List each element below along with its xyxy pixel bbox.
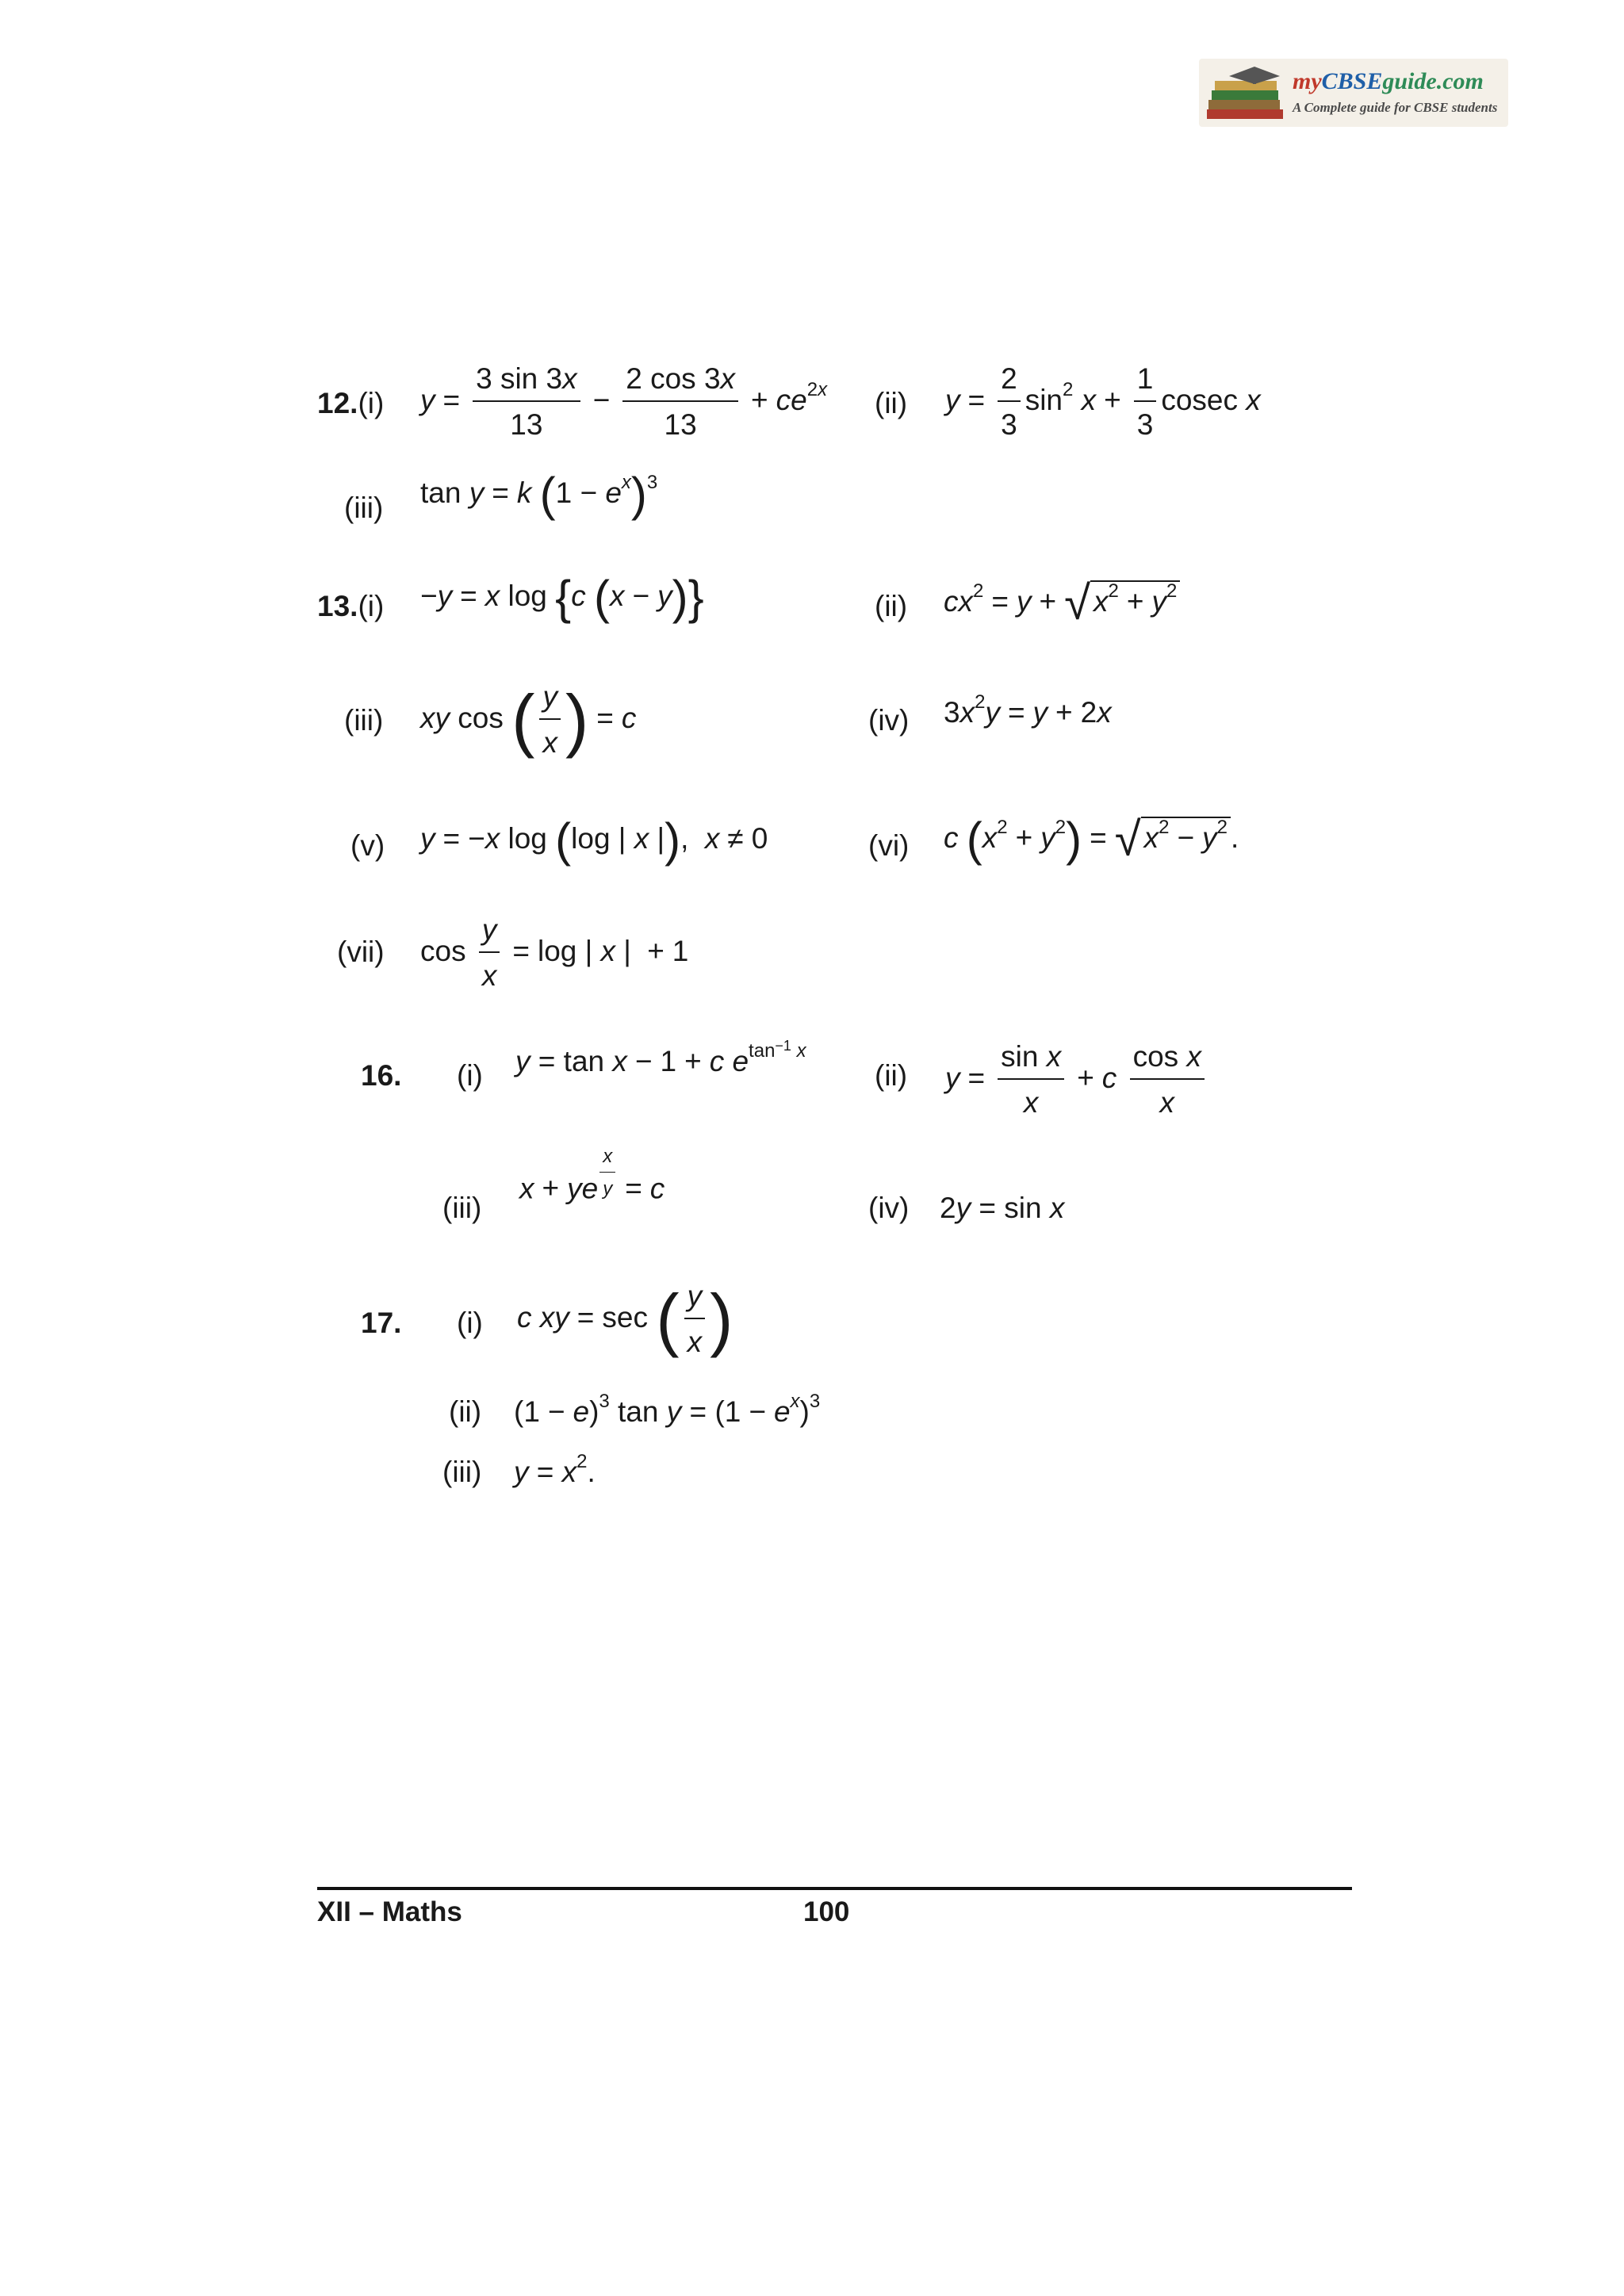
q13-vii-equation: cos $\frac{y}{x}$ = log | x | + 1 bbox=[420, 913, 689, 993]
q13-iv-label: (iv) bbox=[868, 704, 910, 737]
q13-vi-equation: c $(x^2 + y^2)$ = √ $x^2 - y^2$ . bbox=[944, 813, 1239, 867]
q16-iv-label: (iv) bbox=[868, 1192, 910, 1224]
q13-vi-label: (vi) bbox=[868, 829, 910, 862]
q17-ii-equation: $(1 - e)^3$ $\tan y = (1 - e^x)^3$ bbox=[514, 1391, 821, 1428]
q16-iii-label: (iii) bbox=[442, 1192, 482, 1224]
q16-ii-label: (ii) bbox=[875, 1059, 908, 1092]
q13-i-equation: −y = x log {c (x − y)} bbox=[420, 571, 704, 624]
q13-iii-equation: xy cos ( $\frac{y}{x}$ ) = c bbox=[420, 680, 637, 760]
q13-vii-label: (vii) bbox=[337, 936, 385, 968]
q12-ii-equation: y = $\frac{2}{3}$ $\sin^2 x$ + $\frac{1}{3}$ cosec x bbox=[945, 362, 1261, 442]
q17-i-equation: c xy = sec ( $\frac{y}{x}$ ) bbox=[517, 1280, 733, 1359]
q16-iv-equation: 2y = sin x bbox=[940, 1192, 1065, 1224]
q12-iii-label: (iii) bbox=[344, 492, 384, 524]
q17-iii-equation: $y = x^2$. bbox=[514, 1451, 596, 1488]
q16-i-equation: y = tan x − 1 + c $e^{tan^{-1} x}$ bbox=[515, 1038, 806, 1077]
q16-iii-equation: x + ye $\frac{x}{y}$ = c bbox=[519, 1146, 665, 1205]
q13-v-label: (v) bbox=[350, 829, 385, 862]
q13-v-equation: y = −x log (log | x |), x ≠ 0 bbox=[420, 813, 768, 867]
q16-i-label: (i) bbox=[457, 1059, 483, 1092]
q13-iv-equation: $3x^2y = y + 2x$ bbox=[944, 691, 1112, 729]
q13-ii-label: (ii) bbox=[875, 590, 908, 622]
q12-number: 12.(i) bbox=[317, 387, 385, 419]
footer-subject: XII – Maths bbox=[317, 1896, 462, 1927]
q16-number: 16. bbox=[361, 1059, 402, 1092]
q12-ii-label: (ii) bbox=[875, 387, 908, 419]
logo-brand: myCBSEguide.com bbox=[1293, 68, 1484, 94]
q13-number: 13.(i) bbox=[317, 590, 385, 622]
q13-iii-label: (iii) bbox=[344, 704, 384, 737]
q13-ii-equation: $cx^2 = y$ + √ $x^2 + y^2$ bbox=[944, 580, 1180, 622]
q17-ii-label: (ii) bbox=[449, 1395, 482, 1428]
q16-ii-equation: y = $\frac{\text{sin x}}{x}$ + c $\frac{\text{cos x}}{x}$ bbox=[945, 1039, 1209, 1122]
logo-tagline: A Complete guide for CBSE students bbox=[1293, 100, 1498, 115]
q17-number: 17. bbox=[361, 1307, 402, 1339]
books-icon bbox=[1205, 65, 1289, 122]
page-number: 100 bbox=[803, 1896, 850, 1927]
q17-i-label: (i) bbox=[457, 1307, 483, 1339]
footer-rule bbox=[317, 1887, 1352, 1890]
site-logo bbox=[1199, 59, 1508, 127]
q12-i-equation: y = $\frac{3 \sin 3x}{13}$ − $\frac{2 \cos 3x}{13}$ + $ce^{2x}$ bbox=[420, 362, 828, 442]
q12-iii-equation: tan y = k $(1 - e^x)^3$ bbox=[420, 468, 658, 521]
q17-iii-label: (iii) bbox=[442, 1456, 482, 1488]
